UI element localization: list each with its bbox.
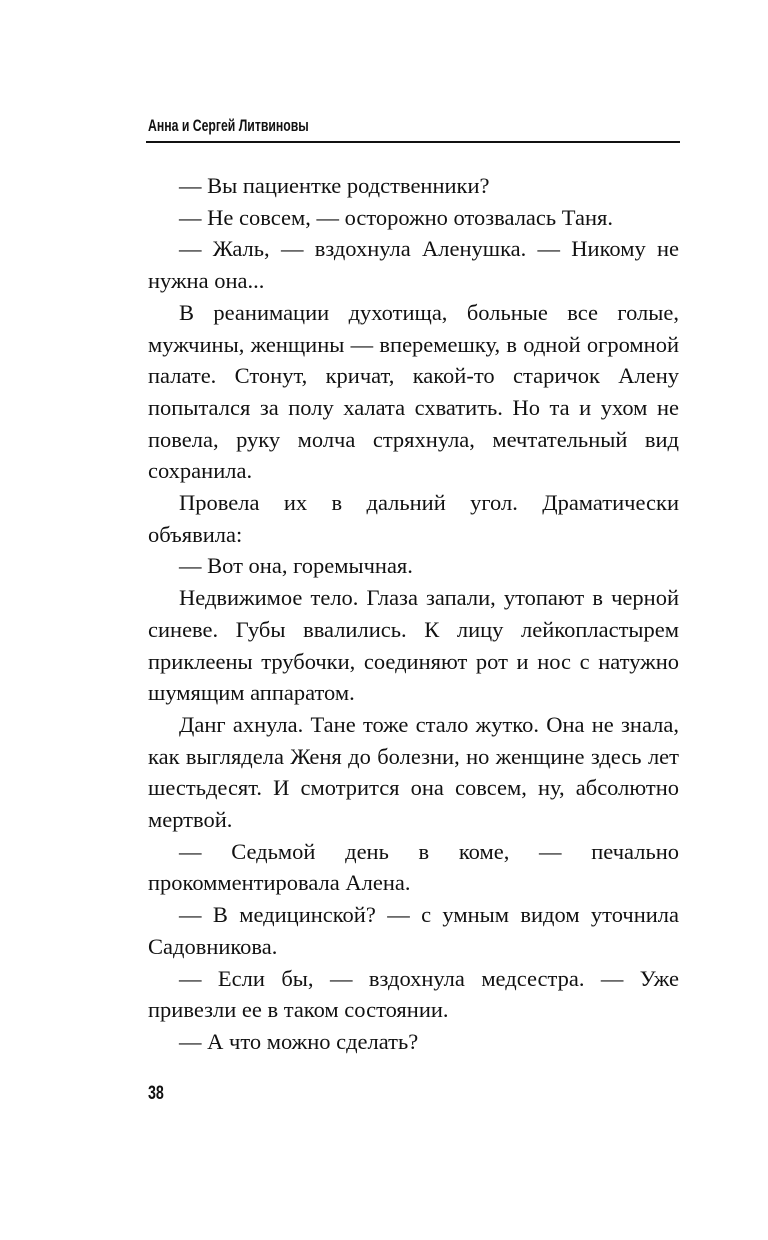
paragraph: — Жаль, — вздохнула Аленушка. — Никому не нужна она... bbox=[148, 236, 679, 294]
paragraph: Недвижимое тело. Глаза запали, утопают в черной синеве. Губы ввалились. К лицу лейкопластырем приклеены трубочки, соединяют рот и нос с натужно шумящим аппаратом. bbox=[148, 585, 679, 706]
paragraph: — Вот она, горемычная. bbox=[179, 553, 413, 579]
paragraph: В реанимации духотища, больные все голые, мужчины, женщины — вперемешку, в одной огромной палате. Стонут, кричат, какой-то старичок Алену попытался за полу халата схватить. Но та и ухом не повела, руку молча стряхнула, мечтательный вид сохранила. bbox=[148, 299, 679, 484]
paragraph: Данг ахнула. Тане тоже стало жутко. Она не знала, как выглядела Женя до болезни, но женщине здесь лет шестьдесят. И смотрится она совсем, ну, абсолютно мертвой. bbox=[148, 711, 679, 833]
paragraph: — Седьмой день в коме, — печально прокомментировала Алена. bbox=[148, 838, 679, 896]
paragraph: Провела их в дальний угол. Драматически объявила: bbox=[148, 490, 679, 547]
header-rule bbox=[146, 141, 680, 143]
paragraph: — Вы пациентке родственники? bbox=[179, 173, 490, 198]
page-number: 38 bbox=[148, 1083, 164, 1104]
running-head: Анна и Сергей Литвиновы bbox=[148, 116, 309, 135]
paragraph: — В медицинской? — с умным видом уточнила Садовникова. bbox=[148, 902, 679, 959]
paragraph: — А что можно сделать? bbox=[179, 1028, 419, 1054]
body-text bbox=[148, 170, 679, 1058]
paragraph: — Не совсем, — осторожно отозвалась Таня. bbox=[179, 204, 613, 230]
paragraph: — Если бы, — вздохнула медсестра. — Уже привезли ее в таком состоянии. bbox=[148, 965, 679, 1023]
